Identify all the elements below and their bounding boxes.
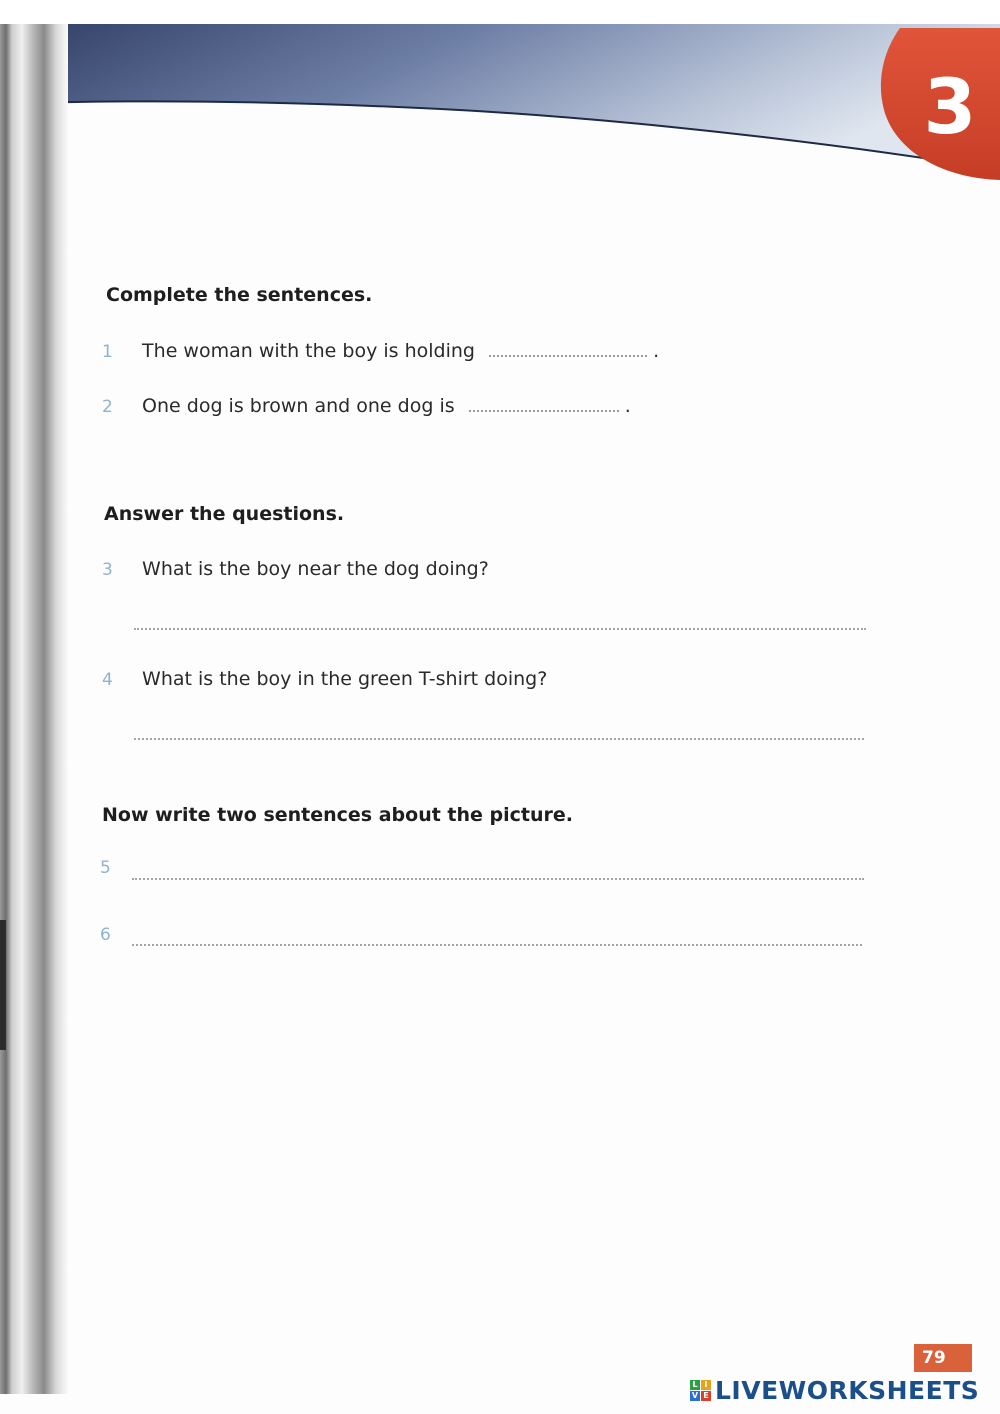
section-title-answer: Answer the questions. [104, 503, 345, 525]
question-3 [102, 558, 489, 580]
question-number-6: 6 [100, 925, 111, 945]
question-number: 4 [102, 670, 113, 690]
answer-line-4[interactable] [134, 738, 864, 740]
question-text: One dog is brown and one dog is [142, 395, 455, 417]
answer-line-6[interactable] [132, 944, 862, 946]
unit-number: 3 [923, 62, 977, 151]
question-2 [102, 395, 631, 417]
question-1 [102, 340, 659, 362]
question-text: The woman with the boy is holding [142, 340, 475, 362]
book-spine-shadow [0, 24, 68, 1394]
question-text: What is the boy in the green T-shirt doing? [142, 668, 548, 690]
top-margin [0, 0, 1000, 24]
question-text: What is the boy near the dog doing? [142, 558, 489, 580]
liveworksheets-logo-icon: L I V E [690, 1380, 711, 1401]
sentence-end: . [653, 340, 660, 362]
spine-edge [0, 920, 6, 1050]
question-number-5: 5 [100, 858, 111, 878]
section-title-write: Now write two sentences about the picture. [102, 804, 574, 826]
answer-blank-2[interactable] [469, 396, 619, 412]
watermark-text: LIVEWORKSHEETS [715, 1375, 980, 1405]
section-title-complete: Complete the sentences. [106, 284, 373, 306]
answer-blank-1[interactable] [489, 341, 647, 357]
answer-line-5[interactable] [132, 878, 864, 880]
page-number: 79 [914, 1344, 972, 1372]
question-number: 1 [102, 342, 113, 362]
answer-line-3[interactable] [134, 628, 866, 630]
question-number: 3 [102, 560, 113, 580]
question-number: 2 [102, 397, 113, 417]
question-4 [102, 668, 547, 690]
liveworksheets-watermark [690, 1375, 979, 1405]
sentence-end: . [624, 395, 631, 417]
header-banner [0, 0, 1000, 200]
